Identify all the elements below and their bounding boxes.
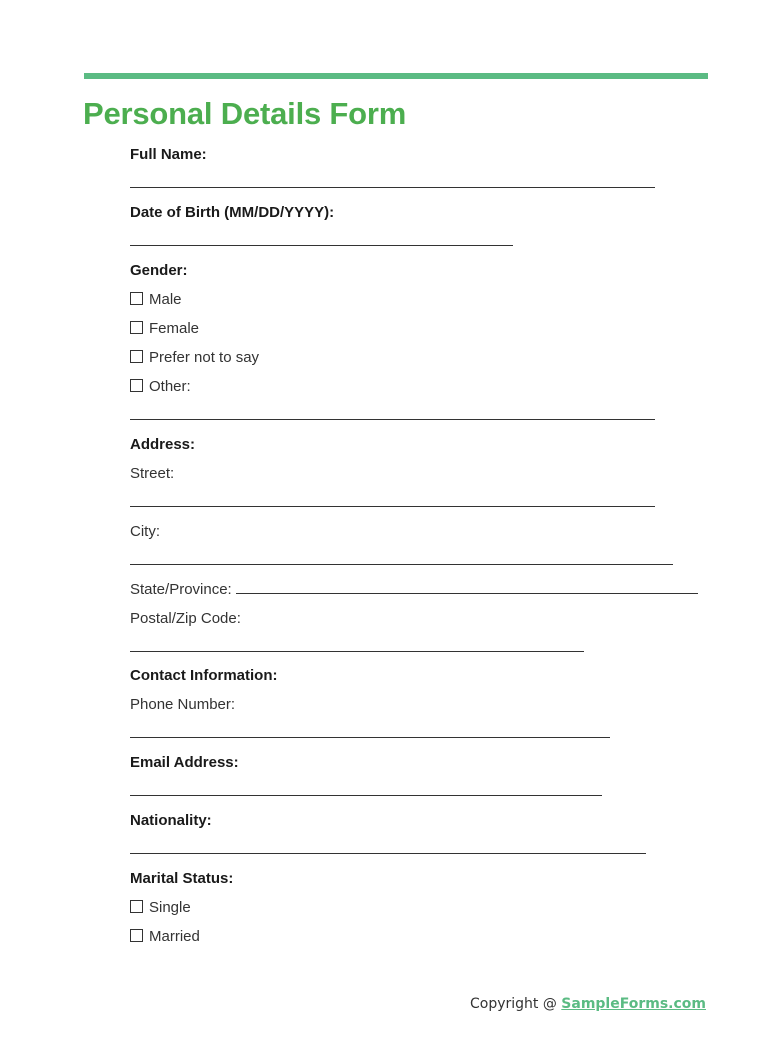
state-line[interactable] (236, 593, 698, 594)
gender-option-female[interactable]: Female (130, 319, 199, 339)
footer-copyright: Copyright @ SampleForms.com (469, 996, 706, 1012)
marital-option-married[interactable]: Married (130, 927, 200, 947)
marital-status-label: Marital Status: (130, 870, 234, 887)
checkbox-icon[interactable] (130, 900, 143, 913)
gender-label: Gender: (130, 262, 188, 279)
full-name-label: Full Name: (130, 146, 207, 163)
header-accent-bar (84, 73, 708, 79)
checkbox-icon[interactable] (130, 929, 143, 942)
state-row (130, 580, 698, 600)
gender-option-male[interactable]: Male (130, 290, 182, 310)
page-title: Personal Details Form (83, 96, 407, 131)
checkbox-icon[interactable] (130, 321, 143, 334)
postal-line[interactable] (130, 638, 584, 658)
state-label: State/Province: (130, 581, 232, 598)
city-label: City: (130, 523, 160, 540)
dob-line[interactable] (130, 232, 513, 252)
dob-label: Date of Birth (MM/DD/YYYY): (130, 204, 335, 221)
street-label: Street: (130, 465, 175, 482)
marital-option-single[interactable]: Single (130, 898, 191, 918)
address-label: Address: (130, 436, 196, 453)
gender-option-prefer-not[interactable]: Prefer not to say (130, 348, 259, 368)
checkbox-icon[interactable] (130, 292, 143, 305)
postal-label: Postal/Zip Code: (130, 610, 241, 627)
phone-line[interactable] (130, 724, 610, 744)
checkbox-icon[interactable] (130, 350, 143, 363)
phone-label: Phone Number: (130, 696, 236, 713)
nationality-line[interactable] (130, 840, 646, 860)
contact-label: Contact Information: (130, 667, 278, 684)
full-name-line[interactable] (130, 174, 655, 194)
brand-link[interactable]: SampleForms.com (561, 996, 706, 1012)
email-line[interactable] (130, 782, 602, 802)
nationality-label: Nationality: (130, 812, 212, 829)
gender-other-line[interactable] (130, 406, 655, 426)
city-line[interactable] (130, 551, 673, 571)
checkbox-icon[interactable] (130, 379, 143, 392)
gender-option-other[interactable]: Other: (130, 377, 191, 397)
email-label: Email Address: (130, 754, 239, 771)
street-line[interactable] (130, 493, 655, 513)
